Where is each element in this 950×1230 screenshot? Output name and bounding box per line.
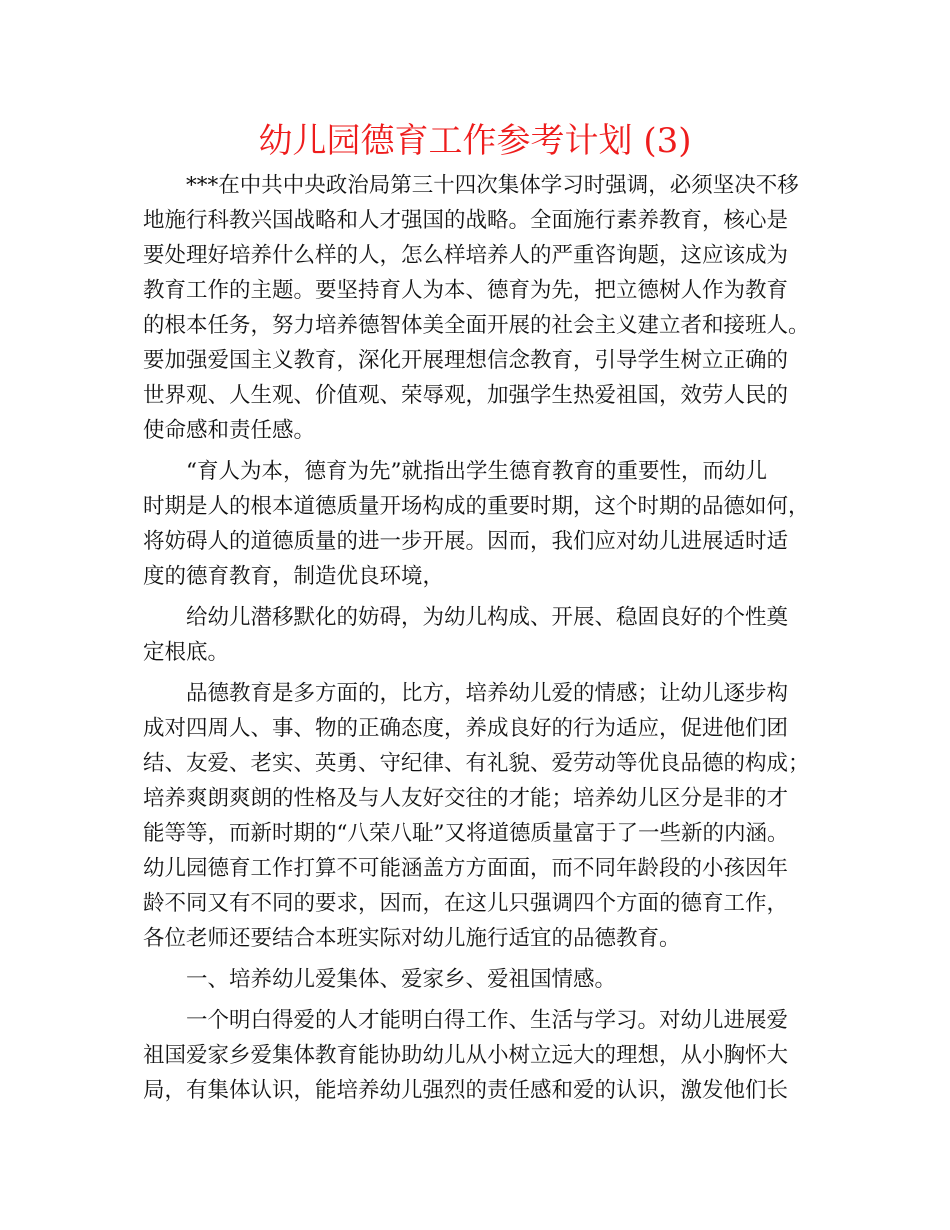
text-line: 幼儿园德育工作打算不可能涵盖方方面面，而不同年龄段的小孩因年 bbox=[143, 856, 789, 881]
paragraph bbox=[143, 600, 833, 670]
text-line: ***在中共中央政治局第三十四次集体学习时强调，必须坚决不移 bbox=[186, 173, 799, 198]
text-line: 结、友爱、老实、英勇、守纪律、有礼貌、爱劳动等优良品德的构成； bbox=[143, 751, 810, 776]
text-line: 培养爽朗爽朗的性格及与人友好交往的才能；培养幼儿区分是非的才 bbox=[143, 786, 789, 811]
text-line: 能等等，而新时期的“八荣八耻”又将道德质量富于了一些新的内涵。 bbox=[143, 821, 789, 846]
paragraph bbox=[143, 168, 833, 448]
text-line: 祖国爱家乡爱集体教育能协助幼儿从小树立远大的理想，从小胸怀大 bbox=[143, 1043, 789, 1068]
text-line: 要加强爱国主义教育，深化开展理想信念教育，引导学生树立正确的 bbox=[143, 348, 789, 373]
text-line: 将妨碍人的道德质量的进一步开展。因而，我们应对幼儿进展适时适 bbox=[143, 529, 789, 554]
text-line: 的根本任务，努力培养德智体美全面开展的社会主义建立者和接班人。 bbox=[143, 313, 810, 338]
text-line: 时期是人的根本道德质量开场构成的重要时期，这个时期的品德如何， bbox=[143, 494, 810, 519]
text-line: 地施行科教兴国战略和人才强国的战略。全面施行素养教育，核心是 bbox=[143, 208, 789, 233]
text-line: 使命感和责任感。 bbox=[143, 418, 316, 443]
text-line: 世界观、人生观、价值观、荣辱观，加强学生热爱祖国，效劳人民的 bbox=[143, 383, 789, 408]
paragraph bbox=[143, 454, 833, 594]
text-line: “育人为本，德育为先”就指出学生德育教育的重要性，而幼儿 bbox=[186, 459, 767, 484]
text-line: 局，有集体认识，能培养幼儿强烈的责任感和爱的认识，激发他们长 bbox=[143, 1078, 789, 1103]
text-line: 度的德育教育，制造优良环境， bbox=[143, 564, 445, 589]
section-heading bbox=[143, 962, 833, 997]
document-body bbox=[143, 168, 833, 1108]
text-line: 定根底。 bbox=[143, 640, 230, 665]
document-title: 幼儿园德育工作参考计划 (3) bbox=[258, 121, 692, 161]
text-line: 要处理好培养什么样的人，怎么样培养人的严重咨询题，这应该成为 bbox=[143, 243, 789, 268]
text-line: 各位老师还要结合本班实际对幼儿施行适宜的品德教育。 bbox=[143, 926, 681, 951]
text-line: 龄不同又有不同的要求，因而，在这儿只强调四个方面的德育工作， bbox=[143, 891, 789, 916]
text-line: 一、培养幼儿爱集体、爱家乡、爱祖国情感。 bbox=[186, 967, 617, 992]
paragraph bbox=[143, 676, 833, 956]
text-line: 给幼儿潜移默化的妨碍，为幼儿构成、开展、稳固良好的个性奠 bbox=[186, 605, 789, 630]
text-line: 成对四周人、事、物的正确态度，养成良好的行为适应，促进他们团 bbox=[143, 716, 789, 741]
text-line: 一个明白得爱的人才能明白得工作、生活与学习。对幼儿进展爱 bbox=[186, 1008, 789, 1033]
paragraph bbox=[143, 1003, 833, 1108]
text-line: 教育工作的主题。要坚持育人为本、德育为先，把立德树人作为教育 bbox=[143, 278, 789, 303]
text-line: 品德教育是多方面的，比方，培养幼儿爱的情感；让幼儿逐步构 bbox=[186, 681, 789, 706]
